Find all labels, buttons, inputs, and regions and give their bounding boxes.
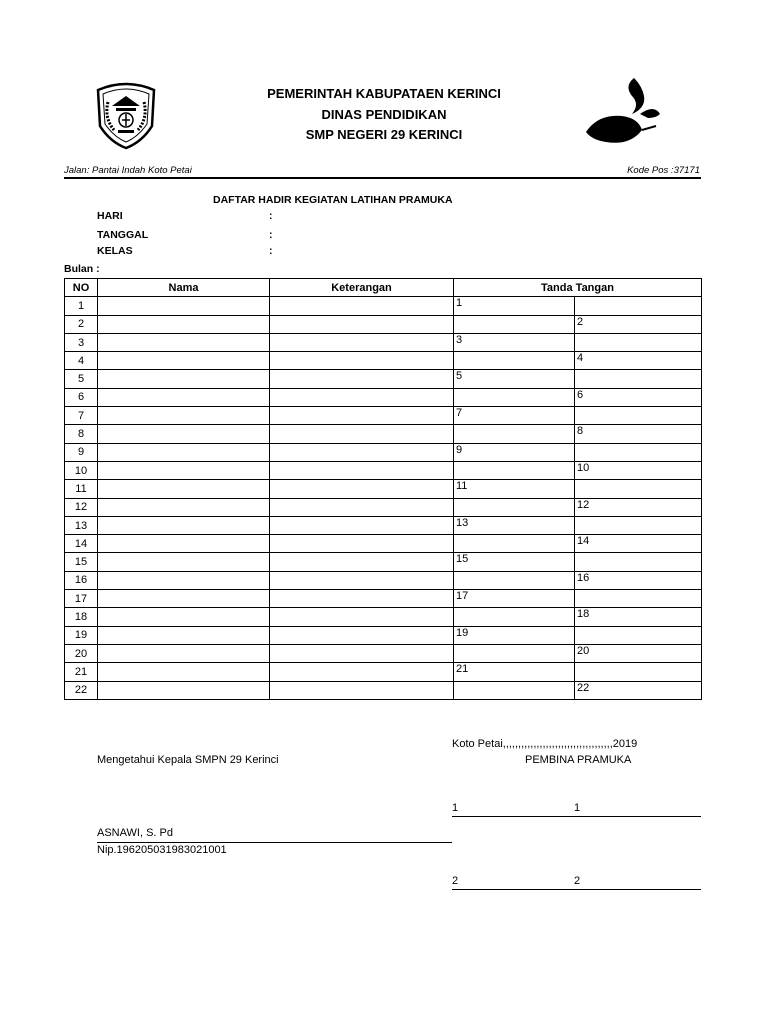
table-row	[65, 498, 702, 516]
col-header-tanda-tangan: Tanda Tangan	[454, 279, 702, 297]
signature-cell-right: 6	[575, 388, 702, 406]
keterangan-cell	[270, 407, 454, 425]
row-number: 5	[65, 370, 98, 388]
signature-cell-right: 16	[575, 571, 702, 589]
pembina-sig-line-1	[452, 816, 701, 817]
signature-cell-left: 13	[454, 516, 575, 534]
header-line-2: DINAS PENDIDIKAN	[321, 107, 447, 122]
keterangan-cell	[270, 461, 454, 479]
row-number: 22	[65, 681, 98, 699]
keterangan-cell	[270, 315, 454, 333]
row-number: 11	[65, 480, 98, 498]
nama-cell	[98, 626, 270, 644]
keterangan-cell	[270, 644, 454, 662]
signature-cell-left: 7	[454, 407, 575, 425]
signature-cell-right	[575, 297, 702, 315]
keterangan-cell	[270, 681, 454, 699]
signature-cell-right	[575, 590, 702, 608]
row-number: 2	[65, 315, 98, 333]
signature-cell-right	[575, 370, 702, 388]
table-row	[65, 388, 702, 406]
signature-cell-left	[454, 535, 575, 553]
kepala-sig-line	[97, 842, 452, 843]
row-number: 4	[65, 352, 98, 370]
signature-cell-left	[454, 498, 575, 516]
table-row	[65, 425, 702, 443]
keterangan-cell	[270, 498, 454, 516]
pembina-label: PEMBINA PRAMUKA	[525, 754, 632, 766]
signature-cell-left	[454, 571, 575, 589]
field-kelas-label: KELAS	[97, 245, 133, 257]
keterangan-cell	[270, 663, 454, 681]
row-number: 6	[65, 388, 98, 406]
table-row	[65, 535, 702, 553]
nama-cell	[98, 297, 270, 315]
nama-cell	[98, 407, 270, 425]
signature-cell-left: 15	[454, 553, 575, 571]
signature-cell-left: 5	[454, 370, 575, 388]
table-row	[65, 663, 702, 681]
nama-cell	[98, 535, 270, 553]
form-title: DAFTAR HADIR KEGIATAN LATIHAN PRAMUKA	[213, 194, 453, 206]
table-row	[65, 297, 702, 315]
row-number: 8	[65, 425, 98, 443]
field-kelas-sep: :	[269, 245, 273, 257]
row-number: 7	[65, 407, 98, 425]
keterangan-cell	[270, 425, 454, 443]
nama-cell	[98, 352, 270, 370]
header-line-3: SMP NEGERI 29 KERINCI	[305, 127, 463, 142]
signature-cell-left: 3	[454, 333, 575, 351]
nama-cell	[98, 370, 270, 388]
pembina-sig-2-left: 2	[452, 875, 459, 887]
table-row	[65, 315, 702, 333]
nama-cell	[98, 516, 270, 534]
table-row	[65, 590, 702, 608]
signature-cell-left	[454, 388, 575, 406]
nama-cell	[98, 663, 270, 681]
signature-cell-left: 19	[454, 626, 575, 644]
nama-cell	[98, 608, 270, 626]
header-divider	[64, 177, 701, 179]
table-row	[65, 553, 702, 571]
table-row	[65, 370, 702, 388]
row-number: 20	[65, 644, 98, 662]
pembina-sig-1-right: 1	[574, 802, 581, 814]
signature-cell-right	[575, 663, 702, 681]
field-tanggal-label: TANGGAL	[97, 229, 149, 241]
signature-cell-left: 11	[454, 480, 575, 498]
row-number: 3	[65, 333, 98, 351]
table-row	[65, 571, 702, 589]
keterangan-cell	[270, 516, 454, 534]
keterangan-cell	[270, 352, 454, 370]
signature-cell-right: 14	[575, 535, 702, 553]
signature-cell-right: 20	[575, 644, 702, 662]
kepala-label: Mengetahui Kepala SMPN 29 Kerinci	[97, 754, 279, 766]
keterangan-cell	[270, 370, 454, 388]
signature-cell-left: 1	[454, 297, 575, 315]
school-address: Jalan: Pantai Indah Koto Petai	[64, 165, 192, 176]
field-hari-label: HARI	[97, 210, 123, 222]
table-row	[65, 644, 702, 662]
table-row	[65, 681, 702, 699]
signature-cell-right: 10	[575, 461, 702, 479]
nama-cell	[98, 425, 270, 443]
kepala-nip: Nip.196205031983021001	[97, 844, 227, 856]
table-row	[65, 480, 702, 498]
row-number: 14	[65, 535, 98, 553]
row-number: 17	[65, 590, 98, 608]
signature-cell-left	[454, 352, 575, 370]
signature-cell-right	[575, 626, 702, 644]
col-header-no: NO	[65, 279, 98, 297]
keterangan-cell	[270, 443, 454, 461]
table-header-row	[65, 279, 702, 297]
keterangan-cell	[270, 590, 454, 608]
table-row	[65, 407, 702, 425]
signature-cell-left	[454, 644, 575, 662]
signature-cell-left: 9	[454, 443, 575, 461]
nama-cell	[98, 498, 270, 516]
nama-cell	[98, 480, 270, 498]
keterangan-cell	[270, 608, 454, 626]
table-row	[65, 516, 702, 534]
row-number: 13	[65, 516, 98, 534]
signature-cell-right	[575, 553, 702, 571]
nama-cell	[98, 388, 270, 406]
table-row	[65, 443, 702, 461]
signature-cell-right	[575, 407, 702, 425]
signature-cell-left	[454, 681, 575, 699]
pembina-sig-line-2	[452, 889, 701, 890]
row-number: 15	[65, 553, 98, 571]
table-row	[65, 608, 702, 626]
field-tanggal-sep: :	[269, 229, 273, 241]
table-row	[65, 461, 702, 479]
nama-cell	[98, 461, 270, 479]
signature-cell-right: 18	[575, 608, 702, 626]
nama-cell	[98, 590, 270, 608]
nama-cell	[98, 553, 270, 571]
keterangan-cell	[270, 535, 454, 553]
signature-cell-right	[575, 516, 702, 534]
signature-cell-right	[575, 333, 702, 351]
signature-cell-left	[454, 461, 575, 479]
nama-cell	[98, 443, 270, 461]
col-header-nama: Nama	[98, 279, 270, 297]
signature-cell-right	[575, 443, 702, 461]
keterangan-cell	[270, 297, 454, 315]
keterangan-cell	[270, 626, 454, 644]
nama-cell	[98, 571, 270, 589]
nama-cell	[98, 333, 270, 351]
place-date: Koto Petai,,,,,,,,,,,,,,,,,,,,,,,,,,,,,,,,,,,,2019	[452, 738, 638, 750]
pembina-sig-2-right: 2	[574, 875, 581, 887]
signature-cell-left: 21	[454, 663, 575, 681]
row-number: 1	[65, 297, 98, 315]
row-number: 21	[65, 663, 98, 681]
row-number: 16	[65, 571, 98, 589]
nama-cell	[98, 644, 270, 662]
signature-cell-right: 4	[575, 352, 702, 370]
table-row	[65, 333, 702, 351]
signature-cell-right: 12	[575, 498, 702, 516]
signature-cell-right: 22	[575, 681, 702, 699]
keterangan-cell	[270, 553, 454, 571]
signature-cell-left: 17	[454, 590, 575, 608]
table-row	[65, 352, 702, 370]
table-row	[65, 626, 702, 644]
bulan-label: Bulan :	[64, 263, 100, 275]
keterangan-cell	[270, 388, 454, 406]
signature-cell-right: 2	[575, 315, 702, 333]
keterangan-cell	[270, 571, 454, 589]
row-number: 19	[65, 626, 98, 644]
row-number: 9	[65, 443, 98, 461]
pembina-sig-1-left: 1	[452, 802, 459, 814]
row-number: 18	[65, 608, 98, 626]
signature-cell-right: 8	[575, 425, 702, 443]
attendance-table	[64, 278, 702, 700]
signature-cell-left	[454, 608, 575, 626]
signature-cell-left	[454, 425, 575, 443]
postal-code: Kode Pos :37171	[627, 165, 700, 176]
header-line-1: PEMERINTAH KABUPATAEN KERINCI	[267, 86, 501, 101]
keterangan-cell	[270, 480, 454, 498]
row-number: 10	[65, 461, 98, 479]
col-header-keterangan: Keterangan	[270, 279, 454, 297]
signature-cell-right	[575, 480, 702, 498]
nama-cell	[98, 315, 270, 333]
kepala-name: ASNAWI, S. Pd	[97, 827, 174, 839]
row-number: 12	[65, 498, 98, 516]
signature-cell-left	[454, 315, 575, 333]
keterangan-cell	[270, 333, 454, 351]
field-hari-sep: :	[269, 210, 273, 222]
nama-cell	[98, 681, 270, 699]
